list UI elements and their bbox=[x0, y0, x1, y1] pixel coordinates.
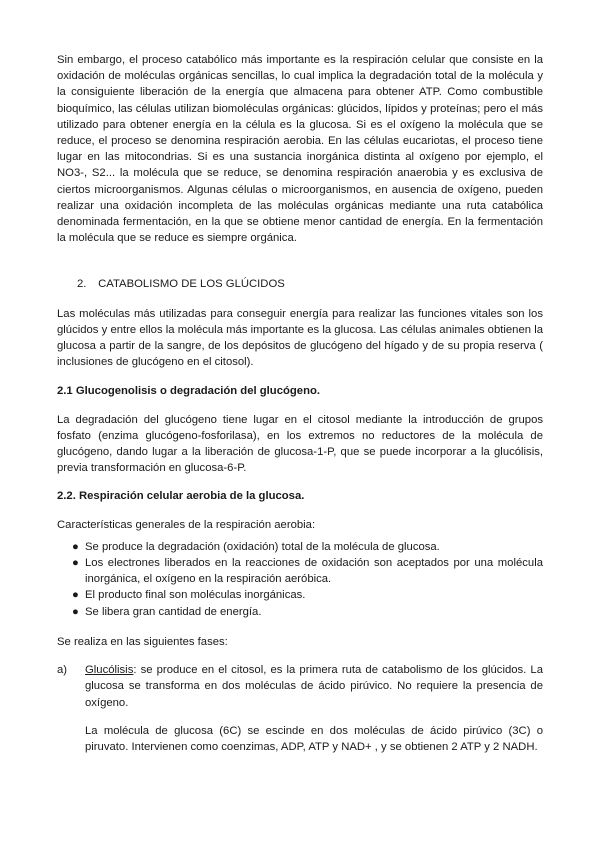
phase-a-term: Glucólisis bbox=[85, 664, 134, 677]
section-2-intro: Las moléculas más utilizadas para conseguir energía para realizar las funciones vitales son los glúcidos y entre ellos la molécula más importante es la glucosa. Las células animales obtienen la glucosa a partir de la sangre, de los depósitos de glucógeno del hígado y de su propia reserva ( inclusiones de glucógeno en el citosol). bbox=[57, 307, 543, 369]
paragraph-respiration: Sin embargo, el proceso catabólico más importante es la respiración celular que consiste en la oxidación de moléculas orgánicas sencillas, lo cual implica la degradación total de la molécula y la consiguiente liberación de la energía que almacena para obtener ATP. Como combustible bioquímico, las células utilizan biomoléculas orgánicas: glúcidos, lípidos y proteínas; pero el más utilizado para obtener energía en la célula es la glucosa. Si es el oxígeno la molécula que se reduce, el proceso se denomina respiración aerobia. En las células eucariotas, el proceso tiene lugar en las mitocondrias. Si es una sustancia inorgánica distinta al oxígeno por ejemplo, el NO3-, S2... la molécula que se reduce, se denomina respiración anaerobia y es exclusiva de ciertos microorganismos. Algunas células o microorganismos, en ausencia de oxígeno, pueden realizar una oxidación incompleta de las moléculas orgánicas mediante una ruta catabólica denominada fermentación, en la que se obtiene menor cantidad de energía. En la fermentación la molécula que se reduce es siempre orgánica. bbox=[57, 54, 543, 245]
bullet-icon: ● bbox=[72, 557, 79, 570]
phase-a-detail: La molécula de glucosa (6C) se escinde en dos moléculas de ácido pirúvico (3C) o piruvato. Intervienen como coenzimas, ADP, ATP y NAD+ , y se obtienen 2 ATP y 2 NADH. bbox=[85, 724, 543, 753]
characteristics-list bbox=[57, 539, 543, 620]
phase-a-marker: a) bbox=[57, 664, 68, 677]
list-item: ● Los electrones liberados en la reacciones de oxidación son aceptados por una molécula inorgánica, el oxígeno en la respiración aeróbica. bbox=[72, 557, 543, 586]
section-2-title-text: CATABOLISMO DE LOS GLÚCIDOS bbox=[98, 278, 285, 291]
bullet-icon: ● bbox=[72, 540, 79, 553]
phase-a-text: Glucólisis: se produce en el citosol, es la primera ruta de catabolismo de los glúcidos. La glucosa se transforma en dos moléculas de ácido pirúvico. No requiere la presencia de oxígeno. bbox=[85, 664, 543, 709]
bullet-icon: ● bbox=[72, 605, 79, 618]
list-item: ● Se libera gran cantidad de energía. bbox=[57, 604, 543, 620]
phases-intro: Se realiza en las siguientes fases: bbox=[57, 635, 228, 648]
section-2-title bbox=[77, 276, 543, 292]
bullet-icon: ● bbox=[72, 589, 79, 602]
section-2-1-text: La degradación del glucógeno tiene lugar en el citosol mediante la introducción de grupos fosfato (enzima glucógeno-fosforilasa), en los extremos no reductores de la molécula de glucógeno, dando lugar a la liberación de glucosa-1-P, que se puede incorporar a la glucólisis, previa transformación en glucosa-6-P. bbox=[57, 413, 543, 475]
section-2-2-heading: 2.2. Respiración celular aerobia de la glucosa. bbox=[57, 490, 305, 503]
section-2-number: 2. bbox=[77, 278, 87, 291]
list-item: ● Se produce la degradación (oxidación) total de la molécula de glucosa. bbox=[57, 539, 543, 555]
list-item: ● El producto final son moléculas inorgánicas. bbox=[57, 587, 543, 603]
document-content bbox=[57, 52, 543, 767]
characteristics-intro: Características generales de la respiración aerobia: bbox=[57, 518, 316, 531]
section-2-1-heading: 2.1 Glucogenolisis o degradación del glucógeno. bbox=[57, 385, 321, 398]
phase-a-item bbox=[57, 662, 543, 755]
